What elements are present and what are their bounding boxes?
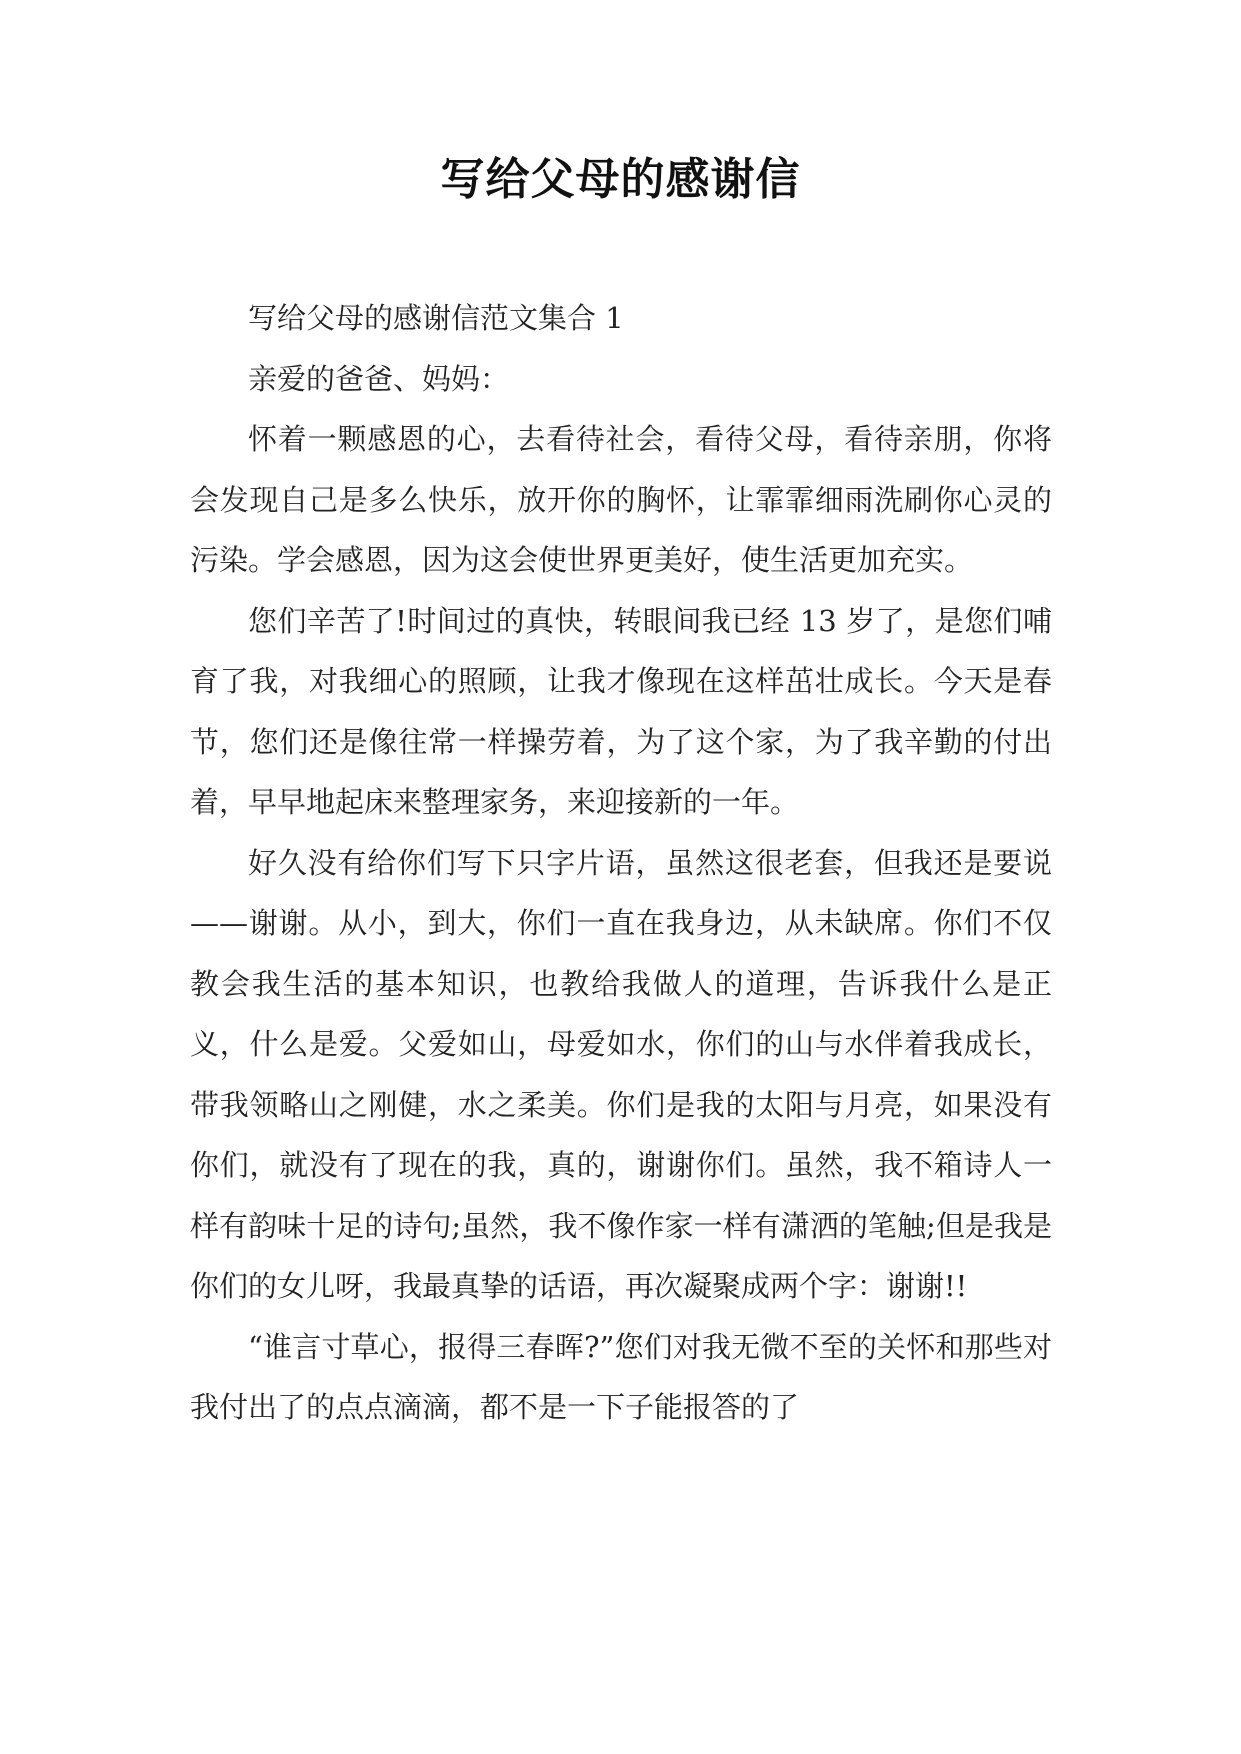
paragraph-salutation: 亲爱的爸爸、妈妈：: [248, 361, 510, 396]
paragraph: 好久没有给你们写下只字片语，虽然这很老套，但我还是要说——谢谢。从小，到大，你们一直在我身边，从未缺席。你们不仅教会我生活的基本知识，也教给我做人的道理，告诉我什么是正义，什么是爱。父爱如山，母爱如水，你们的山与水伴着我成长，带我领略山之刚健，水之柔美。你们是我的太阳与月亮，如果没有你们，就没有了现在的我，真的，谢谢你们。虽然，我不箱诗人一样有韵味十足的诗句;虽然，我不像作家一样有潇洒的笔触;但是我是你们的女儿呀，我最真挚的话语，再次凝聚成两个字：谢谢!!: [190, 845, 1052, 1303]
document-title: 写给父母的感谢信: [440, 154, 801, 205]
paragraph: 您们辛苦了!时间过的真快，转眼间我已经 13 岁了，是您们哺育了我，对我细心的照顾，让我才像现在这样茁壮成长。今天是春节，您们还是像往常一样操劳着，为了这个家，为了我辛勤的付出着，早早地起床来整理家务，来迎接新的一年。: [190, 603, 1052, 819]
paragraph: “谁言寸草心，报得三春晖?”您们对我无微不至的关怀和那些对我付出了的点点滴滴，都不是一下子能报答的了: [190, 1329, 1052, 1424]
document-body: [190, 288, 1052, 1438]
paragraph-heading: 写给父母的感谢信范文集合 1: [248, 301, 624, 335]
paragraph: 怀着一颗感恩的心，去看待社会，看待父母，看待亲朋，你将会发现自己是多么快乐，放开你的胸怀，让霏霏细雨洗刷你心灵的污染。学会感恩，因为这会使世界更美好，使生活更加充实。: [190, 422, 1052, 577]
